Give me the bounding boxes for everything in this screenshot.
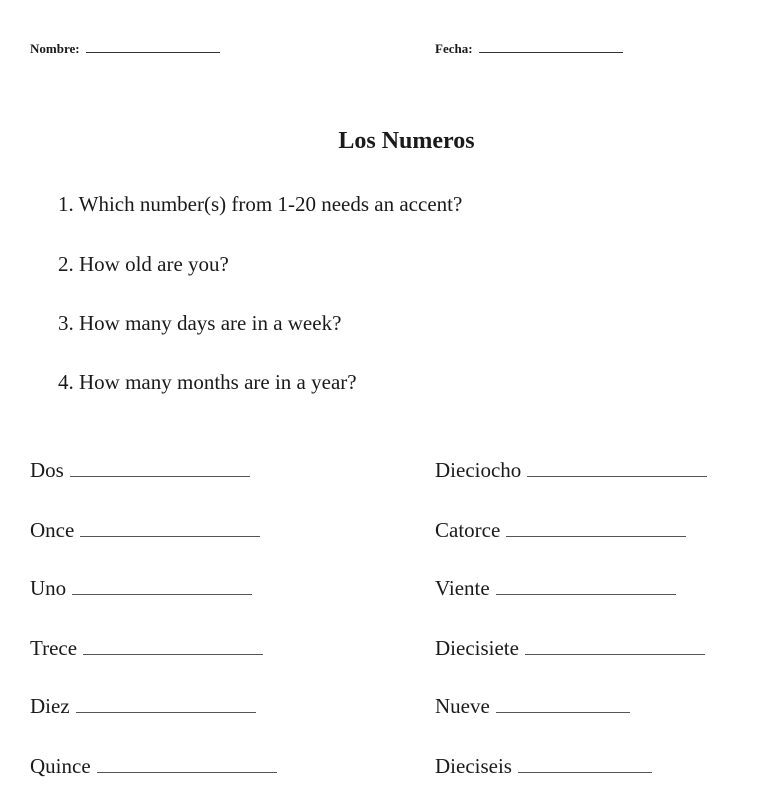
word-item xyxy=(30,694,256,719)
date-blank[interactable] xyxy=(479,40,623,53)
answer-blank[interactable] xyxy=(525,638,705,655)
word-label: Once xyxy=(30,518,75,542)
word-item xyxy=(435,518,686,543)
question-2: 2. How old are you? xyxy=(58,252,229,276)
word-item xyxy=(30,754,277,779)
word-label: Uno xyxy=(30,576,67,600)
answer-blank[interactable] xyxy=(518,756,652,773)
answer-blank[interactable] xyxy=(76,696,256,713)
word-item xyxy=(30,636,263,661)
answer-blank[interactable] xyxy=(506,520,686,537)
answer-blank[interactable] xyxy=(80,520,260,537)
name-blank[interactable] xyxy=(86,40,220,53)
word-label: Viente xyxy=(435,576,490,600)
answer-blank[interactable] xyxy=(496,696,630,713)
word-item xyxy=(435,694,630,719)
name-label: Nombre: xyxy=(30,41,80,56)
word-label: Dieciocho xyxy=(435,458,522,482)
answer-blank[interactable] xyxy=(72,578,252,595)
word-item xyxy=(435,458,707,483)
answer-blank[interactable] xyxy=(70,460,250,477)
word-item xyxy=(435,636,705,661)
date-field xyxy=(435,40,623,57)
word-label: Diecisiete xyxy=(435,636,519,660)
word-item xyxy=(30,458,250,483)
answer-blank[interactable] xyxy=(83,638,263,655)
word-item xyxy=(30,518,260,543)
word-label: Quince xyxy=(30,754,91,778)
name-field xyxy=(30,40,220,57)
question-1: 1. Which number(s) from 1-20 needs an accent? xyxy=(58,192,463,216)
question-3: 3. How many days are in a week? xyxy=(58,311,342,335)
word-label: Catorce xyxy=(435,518,501,542)
word-item xyxy=(30,576,252,601)
word-label: Trece xyxy=(30,636,78,660)
word-item xyxy=(435,754,652,779)
question-4: 4. How many months are in a year? xyxy=(58,370,357,394)
answer-blank[interactable] xyxy=(97,756,277,773)
word-label: Dos xyxy=(30,458,64,482)
word-label: Diez xyxy=(30,694,70,718)
date-label: Fecha: xyxy=(435,41,473,56)
word-label: Nueve xyxy=(435,694,490,718)
word-item xyxy=(435,576,676,601)
answer-blank[interactable] xyxy=(527,460,707,477)
page-title: Los Numeros xyxy=(338,128,475,154)
answer-blank[interactable] xyxy=(496,578,676,595)
word-label: Dieciseis xyxy=(435,754,512,778)
